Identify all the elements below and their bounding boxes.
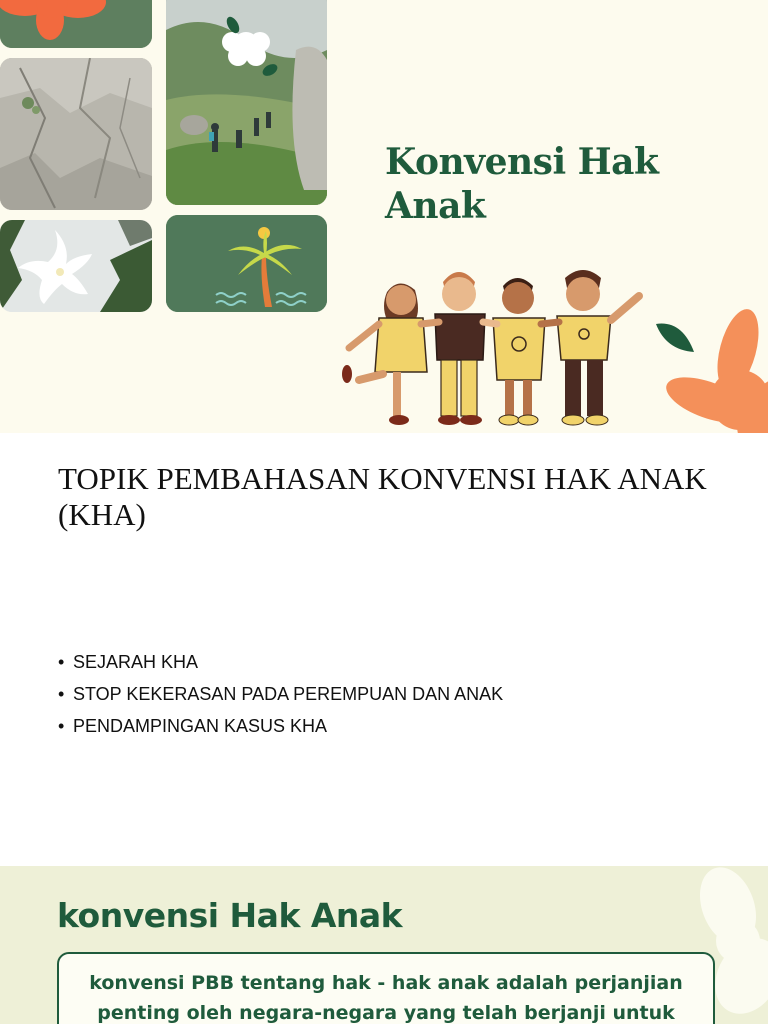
bullet-icon: • <box>58 684 65 704</box>
slide-title: Konvensi Hak Anak <box>385 141 659 227</box>
definition-text: konvensi PBB tentang hak - hak anak adalah perjanjian penting oleh negara-negara yang telah berjanji untuk <box>89 972 683 1024</box>
hiking-photo-tile <box>166 0 327 205</box>
bullet-icon: • <box>58 652 65 672</box>
palm-tree-tile <box>166 215 327 312</box>
rock-photo-tile <box>0 58 152 210</box>
list-item: • STOP KEKERASAN PADA PEREMPUAN DAN ANAK <box>58 681 503 713</box>
children-illustration <box>335 262 655 432</box>
definition-box <box>57 952 715 1024</box>
flower-photo-tile <box>0 0 152 48</box>
white-flower-photo-tile <box>0 220 152 312</box>
topics-title: TOPIK PEMBAHASAN KONVENSI HAK ANAK (KHA) <box>58 461 707 532</box>
definition-slide <box>0 866 768 1024</box>
definition-title: konvensi Hak Anak <box>57 896 403 935</box>
bullet-icon: • <box>58 716 65 736</box>
topics-slide <box>0 433 768 866</box>
title-slide <box>0 0 768 433</box>
leaf-icon <box>652 318 698 358</box>
topics-list <box>58 649 503 745</box>
list-item: • PENDAMPINGAN KASUS KHA <box>58 713 503 745</box>
list-item: • SEJARAH KHA <box>58 649 503 681</box>
